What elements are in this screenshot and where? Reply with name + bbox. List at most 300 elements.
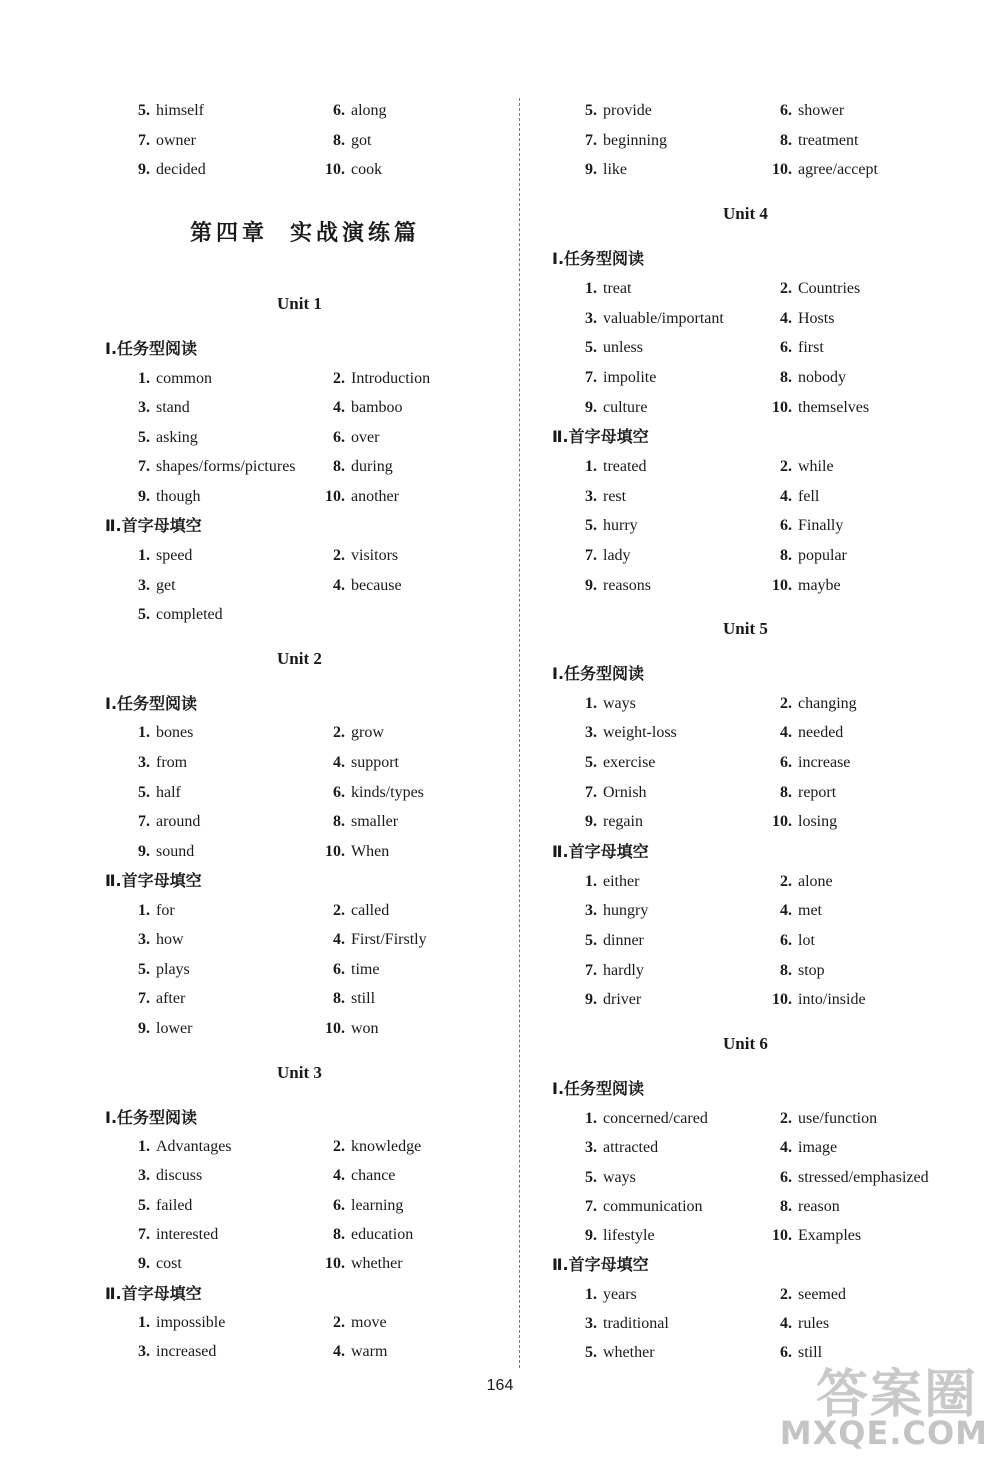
answer-word: whether — [351, 1255, 403, 1272]
answer-item — [552, 1282, 637, 1308]
answer-word: valuable/important — [603, 310, 724, 327]
answer-word: seemed — [798, 1286, 846, 1303]
answer-word: Advantages — [156, 1138, 232, 1155]
answer-item — [105, 602, 223, 628]
answer-item — [747, 987, 866, 1013]
answer-number: 5 . — [105, 425, 150, 451]
answer-number: 2 . — [300, 1134, 345, 1160]
answer-number: 4 . — [747, 484, 792, 510]
answer-number: 6 . — [300, 780, 345, 806]
answer-item — [747, 1165, 929, 1191]
answer-number: 4 . — [747, 1311, 792, 1337]
answer-number: 8 . — [747, 1194, 792, 1220]
answer-word: owner — [156, 132, 196, 149]
answer-word: impolite — [603, 369, 657, 386]
answer-item — [747, 898, 822, 924]
answer-word: like — [603, 161, 627, 178]
answer-word: though — [156, 488, 201, 505]
chapter-title — [190, 216, 420, 247]
answer-item — [105, 1222, 218, 1248]
answer-number: 8 . — [747, 128, 792, 154]
answer-number: 10 . — [747, 157, 792, 183]
answer-number: 3 . — [552, 1311, 597, 1337]
answer-item — [300, 454, 393, 480]
unit-title: Unit 4 — [723, 204, 768, 223]
answer-number: 1 . — [105, 543, 150, 569]
answer-word: visitors — [351, 547, 399, 564]
answer-number: 1 . — [105, 366, 150, 392]
answer-item — [105, 1251, 182, 1277]
answer-number: 3 . — [552, 898, 597, 924]
chapter-name: 实战演练篇 — [290, 220, 421, 246]
answer-item — [552, 395, 647, 421]
answer-number: 6 . — [300, 98, 345, 124]
answer-number: 9 . — [552, 573, 597, 599]
answer-word: interested — [156, 1226, 219, 1243]
answer-word: Hosts — [798, 310, 835, 327]
unit-title: Unit 6 — [723, 1034, 768, 1053]
answer-number: 7 . — [105, 986, 150, 1012]
answer-word: ways — [603, 1169, 636, 1186]
answer-item — [105, 1016, 192, 1042]
answer-item — [300, 1193, 403, 1219]
answer-word: Introduction — [351, 370, 431, 387]
answer-item — [552, 1106, 708, 1132]
answer-item — [552, 958, 644, 984]
answer-item — [747, 928, 815, 954]
answer-word: agree/accept — [798, 161, 878, 178]
answer-word: whether — [603, 1344, 655, 1361]
answer-item — [300, 484, 399, 510]
answer-word: rest — [603, 488, 627, 505]
answer-number: 9 . — [105, 484, 150, 510]
answer-item — [105, 927, 184, 953]
answer-number: 4 . — [300, 750, 345, 776]
answer-word: still — [798, 1344, 823, 1361]
answer-number: 10 . — [747, 573, 792, 599]
answer-number: 6 . — [300, 425, 345, 451]
answer-word: concerned/cared — [603, 1110, 708, 1127]
answer-item — [747, 809, 837, 835]
answer-word: speed — [156, 547, 193, 564]
answer-item — [747, 780, 836, 806]
answer-number: 9 . — [552, 395, 597, 421]
answer-word: cost — [156, 1255, 182, 1272]
answer-number: 2 . — [300, 543, 345, 569]
answer-number: 1 . — [552, 276, 597, 302]
answer-item — [747, 1194, 840, 1220]
answer-item — [105, 780, 181, 806]
answer-number: 3 . — [552, 306, 597, 332]
answer-word: over — [351, 429, 380, 446]
answer-word: reasons — [603, 577, 651, 594]
answer-word: education — [351, 1226, 414, 1243]
answer-item — [747, 1223, 861, 1249]
section-title: Ⅰ.任务型阅读 — [105, 694, 198, 713]
answer-word: cook — [351, 161, 383, 178]
answer-word: treat — [603, 280, 632, 297]
answer-item — [552, 543, 631, 569]
answer-number: 5 . — [552, 750, 597, 776]
section-title: Ⅰ.任务型阅读 — [105, 1108, 198, 1127]
answer-word: Finally — [798, 517, 844, 534]
answer-number: 4 . — [300, 1163, 345, 1189]
answer-number: 2 . — [300, 898, 345, 924]
answer-item — [552, 157, 627, 183]
section-title: Ⅱ.首字母填空 — [105, 1284, 202, 1303]
answer-word: impossible — [156, 1314, 226, 1331]
answer-number: 1 . — [105, 720, 150, 746]
answer-word: hardly — [603, 962, 644, 979]
answer-number: 2 . — [747, 1106, 792, 1132]
answer-word: got — [351, 132, 372, 149]
answer-number: 6 . — [747, 98, 792, 124]
answer-item — [105, 395, 190, 421]
answer-number: 10 . — [300, 1251, 345, 1277]
answer-word: unless — [603, 339, 643, 356]
answer-word: Countries — [798, 280, 861, 297]
answer-item — [552, 1340, 655, 1366]
answer-word: When — [351, 843, 390, 860]
answer-item — [300, 780, 424, 806]
answer-item — [105, 1310, 225, 1336]
answer-item — [300, 425, 379, 451]
answer-word: lot — [798, 932, 815, 949]
answer-number: 2 . — [747, 276, 792, 302]
answer-word: grow — [351, 724, 384, 741]
answer-number: 4 . — [747, 1135, 792, 1161]
answer-word: how — [156, 931, 184, 948]
answer-word: stressed/emphasized — [798, 1169, 929, 1186]
answer-item — [300, 927, 427, 953]
answer-word: half — [156, 784, 181, 801]
answer-word: from — [156, 754, 188, 771]
answer-number: 6 . — [747, 1165, 792, 1191]
answer-word: needed — [798, 724, 844, 741]
answer-item — [747, 98, 844, 124]
answer-number: 7 . — [552, 780, 597, 806]
answer-word: nobody — [798, 369, 846, 386]
answer-number: 10 . — [747, 809, 792, 835]
answer-word: fell — [798, 488, 820, 505]
answer-number: 2 . — [300, 366, 345, 392]
answer-word: image — [798, 1139, 838, 1156]
answer-word: weight-loss — [603, 724, 677, 741]
answer-item — [552, 276, 631, 302]
answer-number: 3 . — [105, 927, 150, 953]
answer-number: 9 . — [552, 1223, 597, 1249]
answer-word: time — [351, 961, 380, 978]
answer-number: 4 . — [300, 1339, 345, 1365]
answer-item — [300, 128, 371, 154]
answer-number: 5 . — [105, 98, 150, 124]
answer-item — [747, 157, 878, 183]
answer-number: 2 . — [747, 454, 792, 480]
answer-item — [552, 809, 643, 835]
answer-item — [747, 1106, 877, 1132]
answer-item — [300, 1310, 387, 1336]
answer-item — [552, 987, 641, 1013]
answer-number: 10 . — [747, 987, 792, 1013]
answer-word: attracted — [603, 1139, 659, 1156]
answer-item — [300, 750, 399, 776]
answer-item — [552, 573, 651, 599]
section-title: Ⅱ.首字母填空 — [105, 516, 202, 535]
answer-item — [105, 720, 193, 746]
section-title: Ⅱ.首字母填空 — [552, 842, 649, 861]
site-watermark — [779, 1352, 988, 1452]
answer-number: 1 . — [552, 454, 597, 480]
answer-item — [300, 1222, 413, 1248]
answer-number: 2 . — [747, 869, 792, 895]
answer-item — [105, 366, 212, 392]
answer-word: treated — [603, 458, 647, 475]
answer-number: 6 . — [747, 513, 792, 539]
answer-word: still — [351, 990, 376, 1007]
answer-item — [105, 157, 206, 183]
answer-word: met — [798, 902, 822, 919]
answer-item — [105, 543, 192, 569]
answer-item — [105, 98, 204, 124]
answer-item — [105, 898, 175, 924]
answer-word: plays — [156, 961, 190, 978]
answer-item — [300, 1163, 395, 1189]
answer-number: 2 . — [747, 1282, 792, 1308]
answer-item — [300, 986, 375, 1012]
answer-word: because — [351, 577, 402, 594]
answer-number: 3 . — [105, 750, 150, 776]
answer-item — [105, 1163, 202, 1189]
answer-item — [747, 1135, 837, 1161]
answer-item — [105, 809, 200, 835]
answer-number: 9 . — [552, 157, 597, 183]
answer-item — [747, 276, 860, 302]
answer-item — [552, 1165, 636, 1191]
answer-item — [552, 1194, 703, 1220]
answer-word: asking — [156, 429, 198, 446]
answer-word: reason — [798, 1198, 840, 1215]
answer-item — [552, 1311, 669, 1337]
answer-item — [747, 306, 834, 332]
answer-word: learning — [351, 1197, 404, 1214]
answer-word: while — [798, 458, 834, 475]
answer-number: 7 . — [552, 365, 597, 391]
answer-word: during — [351, 458, 393, 475]
answer-item — [552, 454, 647, 480]
answer-word: decided — [156, 161, 206, 178]
answer-number: 6 . — [300, 1193, 345, 1219]
answer-item — [747, 1282, 846, 1308]
answer-word: lifestyle — [603, 1227, 655, 1244]
answer-word: warm — [351, 1343, 388, 1360]
answer-word: called — [351, 902, 390, 919]
answer-item — [552, 98, 652, 124]
answer-word: years — [603, 1286, 637, 1303]
answer-number: 10 . — [300, 484, 345, 510]
section-title: Ⅱ.首字母填空 — [105, 871, 202, 890]
answer-item — [747, 720, 843, 746]
answer-item — [747, 691, 857, 717]
answer-number: 8 . — [300, 986, 345, 1012]
answer-word: beginning — [603, 132, 667, 149]
answer-number: 10 . — [747, 1223, 792, 1249]
section-title: Ⅰ.任务型阅读 — [552, 249, 645, 268]
answer-number: 8 . — [300, 809, 345, 835]
answer-item — [552, 869, 639, 895]
unit-title: Unit 5 — [723, 619, 768, 638]
answer-number: 6 . — [747, 928, 792, 954]
answer-item — [105, 425, 198, 451]
answer-item — [552, 128, 667, 154]
answer-item — [300, 1339, 387, 1365]
answer-number: 1 . — [552, 1282, 597, 1308]
answer-item — [747, 573, 841, 599]
answer-number: 4 . — [300, 573, 345, 599]
answer-number: 5 . — [552, 335, 597, 361]
answer-number: 8 . — [747, 543, 792, 569]
column-divider — [519, 98, 520, 1368]
answer-number: 2 . — [747, 691, 792, 717]
answer-word: provide — [603, 102, 652, 119]
answer-word: support — [351, 754, 399, 771]
watermark-domain: MXQE.COM — [779, 1414, 988, 1452]
answer-word: another — [351, 488, 399, 505]
answer-word: after — [156, 990, 186, 1007]
answer-number: 4 . — [747, 898, 792, 924]
answer-item — [747, 484, 819, 510]
answer-word: culture — [603, 399, 648, 416]
answer-word: alone — [798, 873, 833, 890]
section-title: Ⅱ.首字母填空 — [552, 427, 649, 446]
answer-word: failed — [156, 1197, 193, 1214]
answer-number: 9 . — [105, 1251, 150, 1277]
answer-word: dinner — [603, 932, 644, 949]
section-title: Ⅰ.任务型阅读 — [552, 664, 645, 683]
answer-number: 10 . — [300, 1016, 345, 1042]
answer-number: 3 . — [105, 573, 150, 599]
answer-item — [300, 1134, 421, 1160]
answer-item — [105, 986, 185, 1012]
answer-word: increased — [156, 1343, 217, 1360]
answer-number: 3 . — [105, 1163, 150, 1189]
answer-item — [300, 543, 398, 569]
answer-item — [747, 454, 834, 480]
answer-item — [747, 365, 846, 391]
answer-word: Ornish — [603, 784, 647, 801]
answer-word: either — [603, 873, 640, 890]
answer-item — [747, 958, 825, 984]
answer-number: 5 . — [552, 1340, 597, 1366]
answer-item — [552, 928, 644, 954]
answer-number: 7 . — [552, 543, 597, 569]
answer-number: 10 . — [747, 395, 792, 421]
answer-item — [747, 750, 850, 776]
answer-item — [747, 128, 858, 154]
answer-item — [105, 128, 196, 154]
answer-word: traditional — [603, 1315, 669, 1332]
answer-item — [300, 157, 382, 183]
answer-word: rules — [798, 1315, 830, 1332]
answer-item — [105, 454, 296, 480]
answer-word: knowledge — [351, 1138, 422, 1155]
answer-item — [747, 543, 847, 569]
answer-word: ways — [603, 695, 636, 712]
answer-number: 3 . — [105, 395, 150, 421]
answer-word: losing — [798, 813, 838, 830]
answer-number: 5 . — [552, 928, 597, 954]
answer-word: shower — [798, 102, 845, 119]
answer-item — [300, 720, 384, 746]
answer-word: get — [156, 577, 176, 594]
answer-word: into/inside — [798, 991, 866, 1008]
answer-number: 3 . — [552, 720, 597, 746]
chapter-number: 第四章 — [190, 220, 269, 246]
answer-number: 5 . — [105, 1193, 150, 1219]
answer-word: lower — [156, 1020, 193, 1037]
answer-item — [105, 1339, 216, 1365]
answer-number: 1 . — [105, 1134, 150, 1160]
section-title: Ⅱ.首字母填空 — [552, 1255, 649, 1274]
answer-item — [552, 1135, 658, 1161]
answer-number: 8 . — [300, 1222, 345, 1248]
answer-word: hurry — [603, 517, 638, 534]
answer-item — [552, 484, 626, 510]
answer-item — [552, 513, 638, 539]
watermark-logo-text: 答案圈 — [815, 1365, 978, 1425]
answer-number: 5 . — [552, 98, 597, 124]
answer-item — [300, 957, 379, 983]
answer-item — [552, 780, 647, 806]
answer-number: 8 . — [747, 780, 792, 806]
answer-number: 7 . — [552, 1194, 597, 1220]
answer-item — [300, 839, 389, 865]
unit-title: Unit 1 — [277, 294, 322, 313]
answer-item — [300, 1016, 379, 1042]
answer-item — [300, 395, 403, 421]
answer-word: treatment — [798, 132, 859, 149]
answer-word: bamboo — [351, 399, 403, 416]
answer-word: himself — [156, 102, 204, 119]
answer-word: completed — [156, 606, 223, 623]
answer-number: 9 . — [105, 839, 150, 865]
answer-word: use/function — [798, 1110, 878, 1127]
answer-item — [747, 1311, 829, 1337]
answer-number: 9 . — [105, 1016, 150, 1042]
answer-word: First/Firstly — [351, 931, 427, 948]
answer-word: stop — [798, 962, 825, 979]
answer-number: 7 . — [105, 1222, 150, 1248]
answer-number: 1 . — [552, 869, 597, 895]
answer-number: 6 . — [747, 335, 792, 361]
answer-word: Examples — [798, 1227, 862, 1244]
answer-word: changing — [798, 695, 857, 712]
answer-number: 3 . — [552, 484, 597, 510]
answer-number: 6 . — [747, 1340, 792, 1366]
answer-number: 5 . — [105, 602, 150, 628]
answer-item — [105, 484, 200, 510]
answer-number: 1 . — [105, 1310, 150, 1336]
answer-item — [105, 1134, 232, 1160]
answer-word: sound — [156, 843, 195, 860]
answer-number: 5 . — [105, 780, 150, 806]
answer-item — [300, 98, 387, 124]
answer-item — [747, 869, 833, 895]
answer-word: regain — [603, 813, 643, 830]
answer-number: 3 . — [105, 1339, 150, 1365]
answer-word: common — [156, 370, 212, 387]
answer-item — [552, 691, 636, 717]
answer-word: first — [798, 339, 824, 356]
